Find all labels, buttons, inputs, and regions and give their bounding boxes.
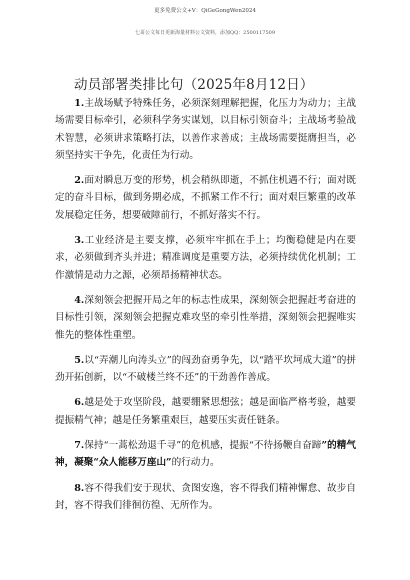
paragraph-number: 1.: [74, 98, 85, 109]
paragraph-number: 6.: [74, 397, 85, 409]
paragraph-1: [55, 95, 356, 164]
paragraph-4: [55, 292, 356, 344]
paragraph-5: [55, 352, 356, 387]
paragraph-text: 越是处于攻坚阶段，越要绷紧思想弦；越是面临严格考验，越要提振精气神；越是任务繁重艰巨，越要压实责任链条。: [55, 397, 356, 426]
paragraph-text: 容不得我们安于现状、贪图安逸，容不得我们精神懈怠、故步自封，容不得我们徘徊彷徨、无所作为。: [55, 482, 356, 511]
paragraph-text: 主战场赋予特殊任务，必须深刻理解把握，化压力为动力；主战场需要目标牵引，必须科学务实谋划，以目标引领奋斗；主战场考验战术智慧，必须讲求策略打法，以善作求善成；主战场需要挺膺担当，必须坚持实干争先，化责任为行动。: [55, 98, 356, 161]
header-promo-line: 更多免费公文+V：QiGeGongWen2024: [154, 8, 256, 14]
document-body: [55, 95, 356, 514]
paragraph-number: 2.: [74, 175, 85, 187]
paragraph-text: 保持“一蒿松劲退千寻”的危机感，提振“不待扬鞭自奋蹄: [84, 440, 322, 452]
document-title: 动员部署类排比句（2025年8月12日）: [74, 77, 314, 93]
paragraph-text: 深刻领会把握开局之年的标志性成果，深刻领会把握赶考奋进的目标性引领，深刻领会把握克难攻坚的牵引性举措，深刻领会把握唯实惟先的整体性重塑。: [55, 294, 356, 341]
paragraph-7: [55, 437, 356, 472]
paragraph-text: 的行动力。: [171, 457, 220, 469]
paragraph-text: 面对瞬息万变的形势，机会稍纵即逝，不抓住机遇不行；面对既定的奋斗目标，做到务期必成，不抓紧工作不行；面对艰巨繁重的改革发展稳定任务，想要破障前行，不抓好落实不行。: [55, 175, 356, 221]
paragraph-8: [55, 480, 356, 515]
paragraph-number: 5.: [74, 354, 85, 366]
paragraph-number: 8.: [74, 482, 85, 494]
paragraph-2: [55, 172, 356, 224]
paragraph-number: 7.: [74, 440, 85, 452]
paragraph-number: 3.: [74, 235, 85, 247]
paragraph-text-bold: ”的精气神，凝聚“众人能移万座山”: [55, 440, 356, 469]
paragraph-text: 以“弄潮儿向涛头立”的闯劲奋勇争先，以“踏平坎坷成大道”的拼劲开拓创新，以“不破楼兰终不还”的干劲善作善成。: [55, 354, 356, 384]
paragraph-text: 工业经济是主要支撑，必须牢牢抓在手上；均衡稳健是内在要求，必须做到齐头并进；精准调度是重要方法，必须持续优化机制；工作激情是动力之源，必须昂扬精神状态。: [55, 235, 356, 281]
paragraph-6: [55, 394, 356, 429]
header-subtitle-line: 七哥公文每日更新海量材料公文资料，添加QQ：2500117509: [134, 30, 275, 36]
paragraph-3: [55, 232, 356, 284]
paragraph-number: 4.: [74, 294, 85, 306]
